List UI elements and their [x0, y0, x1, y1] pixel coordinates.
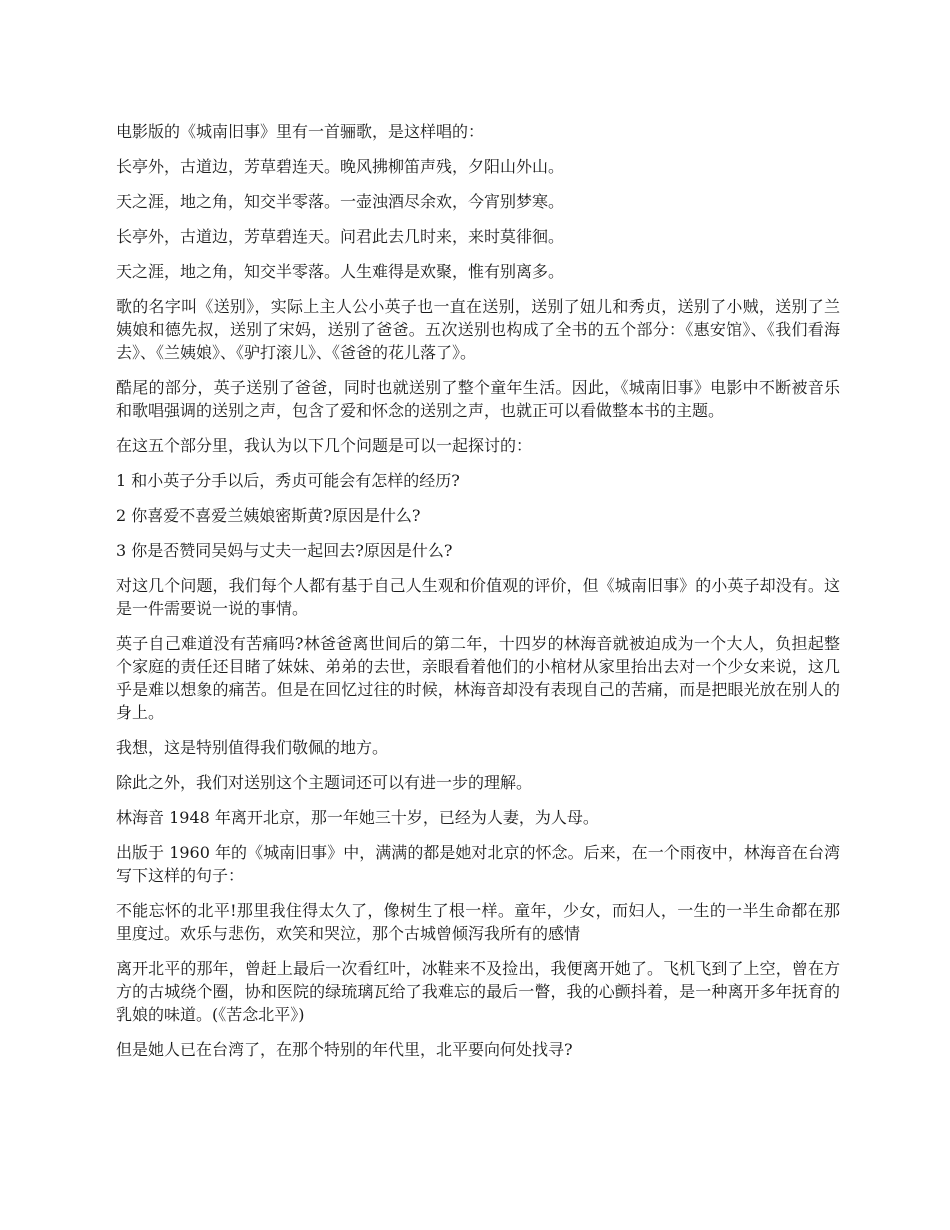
quote-paragraph-1: 不能忘怀的北平!那里我住得太久了，像树生了根一样。童年，少女，而妇人，一生的一半生命都在那里度过。欢乐与悲伤，欢笑和哭泣，那个古城曾倾泻我所有的感情: [116, 901, 840, 943]
paragraph-15: 除此之外，我们对送别这个主题词还可以有进一步的理解。: [116, 773, 533, 792]
paragraph-14: 我想，这是特别值得我们敬佩的地方。: [116, 738, 389, 757]
question-3: 3 你是否赞同吴妈与丈夫一起回去?原因是什么?: [116, 541, 453, 560]
paragraph-3: 天之涯，地之角，知交半零落。一壶浊酒尽余欢，今宵别梦寒。: [116, 192, 565, 211]
paragraph-1: 电影版的《城南旧事》里有一首骊歌，是这样唱的：: [116, 122, 485, 141]
paragraph-17: 出版于 1960 年的《城南旧事》中，满满的都是她对北京的怀念。后来，在一个雨夜中，林海音在台湾写下这样的句子：: [116, 843, 840, 885]
document-body: [116, 120, 840, 1073]
question-2: 2 你喜爱不喜爱兰姨娘密斯黄?原因是什么?: [116, 506, 421, 525]
paragraph-12: 对这几个问题，我们每个人都有基于自己人生观和价值观的评价，但《城南旧事》的小英子却没有。这是一件需要说一说的事情。: [116, 576, 840, 618]
paragraph-4: 长亭外，古道边，芳草碧连天。问君此去几时来，来时莫徘徊。: [116, 227, 565, 246]
paragraph-20: 但是她人已在台湾了，在那个特别的年代里，北平要向何处找寻?: [116, 1040, 573, 1059]
paragraph-7: 酷尾的部分，英子送别了爸爸，同时也就送别了整个童年生活。因此，《城南旧事》电影中不断被音乐和歌唱强调的送别之声，包含了爱和怀念的送别之声，也就正可以看做整本书的主题。: [116, 378, 840, 420]
paragraph-16: 林海音 1948 年离开北京，那一年她三十岁，已经为人妻，为人母。: [116, 808, 599, 827]
paragraph-8: 在这五个部分里，我认为以下几个问题是可以一起探讨的：: [116, 436, 533, 455]
paragraph-2: 长亭外，古道边，芳草碧连天。晚风拂柳笛声残，夕阳山外山。: [116, 157, 565, 176]
paragraph-5: 天之涯，地之角，知交半零落。人生难得是欢聚，惟有别离多。: [116, 262, 565, 281]
paragraph-6: 歌的名字叫《送别》，实际上主人公小英子也一直在送别，送别了妞儿和秀贞，送别了小贼，送别了兰姨娘和德先叔，送别了宋妈，送别了爸爸。五次送别也构成了全书的五个部分：《惠安馆》、《我们看海去》、《兰姨娘》、《驴打滚儿》、《爸爸的花儿落了》。: [116, 297, 840, 362]
paragraph-13: 英子自己难道没有苦痛吗?林爸爸离世间后的第二年，十四岁的林海音就被迫成为一个大人，负担起整个家庭的责任还目睹了妹妹、弟弟的去世，亲眼看着他们的小棺材从家里抬出去对一个少女来说，这几乎是难以想象的痛苦。但是在回忆过往的时候，林海音却没有表现自己的苦痛，而是把眼光放在别人的身上。: [116, 634, 840, 722]
quote-paragraph-2: 离开北平的那年，曾赶上最后一次看红叶，冰鞋来不及捡出，我便离开她了。飞机飞到了上空，曾在方方的古城绕个圈，协和医院的绿琉璃瓦给了我难忘的最后一瞥，我的心颤抖着，是一种离开多年抚育的乳娘的味道。(《苦念北平》): [116, 959, 840, 1024]
question-1: 1 和小英子分手以后，秀贞可能会有怎样的经历?: [116, 471, 460, 490]
